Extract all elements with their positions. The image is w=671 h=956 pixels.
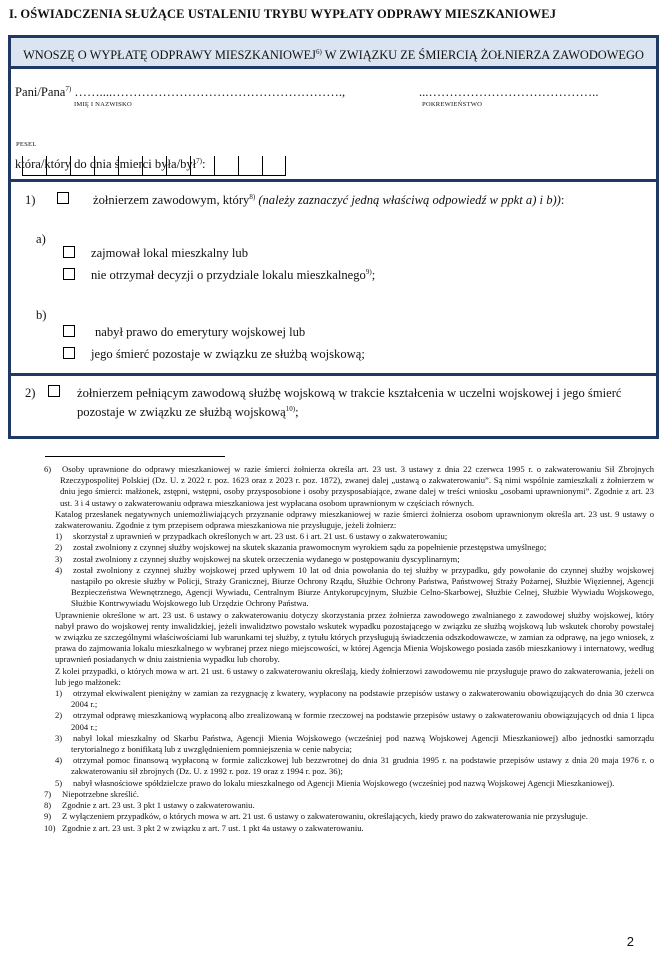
option-2-number: 2) [25,386,36,400]
ktora-ktory-line: która/który do dnia śmierci była/był$^{7)}$: [15,157,206,172]
option-b2-checkbox[interactable] [63,347,75,359]
list-1 [44,531,654,609]
option-b1-checkbox[interactable] [63,325,75,337]
option-b1-text: nabył prawo do emerytury wojskowej lub [95,325,306,339]
name-line[interactable]: Pani/Pana$^{7)}$ ……....………………………………………………., [15,85,346,100]
footnote-9: 9) Z wyłączeniem przypadków, o których mowa w art. 21 ust. 6 ustawy o zakwaterowaniu, określających, kiedy prawo do zakwaterowania nie przysługuje. [44,811,588,822]
option-2-text-line2: pozostaje w związku ze służbą wojskową$^{10)}$; [77,405,299,420]
option-a2-text: nie otrzymał decyzji o przydziale lokalu mieszkalnego$^{9)}$; [91,268,376,283]
subpoint-b-label: b) [36,308,47,322]
option-a1-checkbox[interactable] [63,246,75,258]
name-field-label: IMIĘ I NAZWISKO [74,101,132,108]
footnote-8: 8) Zgodnie z art. 23 ust. 3 pkt 1 ustawy o zakwaterowaniu. [44,800,255,811]
footnote-10: 10) Zgodnie z art. 23 ust. 3 pkt 2 w związku z art. 7 ust. 1 pkt 4a ustawy o zakwaterowaniu. [44,822,364,833]
option-a2-checkbox[interactable] [63,268,75,280]
list-item: 1) otrzymał ekwiwalent pieniężny w zamian za rezygnację z kwatery, wypłacony na podstawie przepisów ustawy o zakwaterowaniu obowiązujących do dnia 30 czerwca 2004 r.; [55,688,654,710]
list-item: 4) otrzymał pomoc finansową wypłaconą w formie zaliczkowej lub bezzwrotnej do dnia 31 grudnia 1995 r. na podstawie przepisów ustawy z dnia 20 maja 1976 r. o zakwaterowaniu sił zbrojnych (Dz. U. z 1992 r. poz. 19 oraz z 1994 r. poz. 36); [55,755,654,777]
section-divider [11,373,656,376]
option-1-text: żołnierzem zawodowym, który$^{8)}$ (należy zaznaczyć jedną właściwą odpowiedź w ppkt a) i b)): [93,193,565,208]
subpoint-a-label: a) [36,232,46,246]
option-1-number: 1) [25,193,36,207]
option-a1-text: zajmował lokal mieszkalny lub [91,246,249,260]
option-1-checkbox[interactable] [57,192,69,204]
list-item: 4) został zwolniony z czynnej służby wojskowej przed upływem 10 lat od dnia powołania do tej służby w przypadku, gdy powołanie do czynnej służby wojskowej nastąpiło po okresie służby w Policji, Straży Granicznej, Biurze Ochrony Rządu, Służbie Ochrony Państwa, Państwowej Straży Pożarnej, Służbie Więziennej, Agencji Bezpieczeństwa Wewnętrznego, Agencji Wywiadu, Centralnym Biurze Antykorupcyjnym, Służbie Celno-Skarbowej, Służbie Celnej, Służbie Wywiadu Wojskowego, Służbie Kontrwywiadu Wojskowego lub Urzędzie Ochrony Państwa. [55,564,654,609]
footnote-7: 7) Niepotrzebne skreślić. [44,788,139,799]
footnote-6: 6) Osoby uprawnione do odprawy mieszkaniowej w razie śmierci żołnierza określa art. 23 ust. 3 ustawy z dnia 22 czerwca 1995 r. o zakwaterowaniu Sił Zbrojnych Rzeczypospolitej Polskiej (Dz. U. z 2022 r. poz. 1623 oraz z 2023 r. poz. 1872), zwanej dalej „ustawą o zakwaterowaniu”. Są nimi wspólnie zamieszkali z żołnierzem w dniu jego śmierci: małżonek, zstępni, wstępni, osoby przysposobione i osoby przysposabiające, zwane dalej w treści wniosku „osobami uprawnionymi”. Zgodnie z art. 23 ust. 3 i 4 ustawy o zakwaterowaniu odprawa mieszkaniowa jest wypłacana osobom uprawnionym w częściach równych. Katalog przesłanek negatywnych uniemożliwiających przyznanie odprawy mieszkaniowej w razie śmierci żołnierza osobom uprawnionym określa art. 23 ust. 9 ustawy o zakwaterowaniu. Zgodnie z tym przepisem odprawa mieszkaniowa nie przysługuje, jeżeli żołnierz: 1) skorzystał z uprawnień w przypadkach określonych w art. 23 ust. 6 i art. 21 ust. 6 ustawy o zakwaterowaniu; 2) został zwolniony z czynnej służby wojskowej na skutek skazania prawomocnym wyrokiem sądu za popełnienie przestępstwa umyślnego; 3) został zwolniony z czynnej służby wojskowej na skutek orzeczenia wydanego w postępowaniu dyscyplinarnym; 4) został zwolniony z czynnej służby wojskowej przed upływem 10 lat od dnia powołania do tej służby w przypadku, gdy powołanie do czynnej służby wojskowej nastąpiło po okresie służby w Policji, Straży Granicznej, Biurze Ochrony Rządu, Służbie Ochrony Państwa, Państwowej Straży Pożarnej, Służbie Więziennej, Agencji Bezpieczeństwa Wewnętrznego, Agencji Wywiadu, Centralnym Biurze Antykorupcyjnym, Służbie Celno-Skarbowej, Służbie Celnej, Służbie Wywiadu Wojskowego, Służbie Kontrwywiadu Wojskowego lub Urzędzie Ochrony Państwa. Uprawnienie określone w art. 23 ust. 6 ustawy o zakwaterowaniu dotyczy skorzystania przez żołnierza zawodowego zwalnianego z zawodowej służby wojskowej, który nabył prawo do wojskowej renty inwalidzkiej, jeżeli inwalidztwo powstało wskutek wypadku pozostającego w związku ze służbą wojskową lub wskutek choroby powstałej w związku ze szczególnymi właściwościami lub warunkami tej służby, z tytułu których przysługują świadczenia odszkodowawcze, w zamian za odprawę, na jego wniosek, z prawa do zajmowania lokalu mieszkalnego w wybranej przez niego miejscowości, w której Agencja Mienia Wojskowego posiada zasób mieszkaniowy i internatowy, według uprawnień posiadanych w dniu zaistnienia wypadku lub choroby. Z kolei przypadki, o których mowa w art. 21 ust. 6 ustawy o zakwaterowaniu określają, kiedy żołnierzowi zawodowemu nie przysługuje prawo do zakwaterowania, jeżeli on lub jego małżonek: 1) otrzymał ekwiwalent pieniężny w zamian za rezygnację z kwatery, wypłacony na podstawie przepisów ustawy o zakwaterowaniu obowiązujących do dnia 30 czerwca 2004 r.; 2) otrzymał odprawę mieszkaniową wypłaconą albo zrealizowaną w formie rzeczowej na podstawie przepisów ustawy o zakwaterowaniu obowiązujących od dnia 1 lipca 2004 r.; 3) nabył lokal mieszkalny od Skarbu Państwa, Agencji Mienia Wojskowego (wcześniej pod nazwą Wojskowej Agencji Mieszkaniowej) albo jednostki samorządu terytorialnego z bonifikatą lub z uwzględnieniem pomniejszenia w cenie nabycia; 4) otrzymał pomoc finansową wypłaconą w formie zaliczkowej lub bezzwrotnej do dnia 31 grudnia 1995 r. na podstawie przepisów ustawy z dnia 20 maja 1976 r. o zakwaterowaniu sił zbrojnych (Dz. U. z 1992 r. poz. 19 oraz z 1994 r. poz. 36); 5) nabył własnościowe spółdzielcze prawo do lokalu mieszkalnego od Agencji Mienia Wojskowego (wcześniej pod nazwą Wojskowej Agencji Mieszkaniowej). 7) Niepotrzebne skreślić. 8) Zgodnie z art. 23 ust. 3 pkt 1 ustawy o zakwaterowaniu. 9) Z wyłączeniem przypadków, o których mowa w art. 21 ust. 6 ustawy o zakwaterowaniu, określających, kiedy prawo do zakwaterowania nie przysługuje. 10) Zgodnie z art. 23 ust. 3 pkt 2 w związku z art. 7 ust. 1 pkt 4a ustawy o zakwaterowaniu. [44,464,654,833]
list-item: 2) otrzymał odprawę mieszkaniową wypłaconą albo zrealizowaną w formie rzeczowej na podstawie przepisów ustawy o zakwaterowaniu obowiązujących od dnia 1 lipca 2004 r.; [55,710,654,732]
list-item: 3) został zwolniony z czynnej służby wojskowej na skutek orzeczenia wydanego w postępowaniu dyscyplinarnym; [55,553,460,564]
section-divider [11,179,656,182]
form-header: WNOSZĘ O WYPŁATĘ ODPRAWY MIESZKANIOWEJ$^{6)}$ W ZWIĄZKU ZE ŚMIERCIĄ ŻOŁNIERZA ZAWODOWEGO [11,38,656,69]
pesel-label: PESEL [16,141,37,148]
list-2 [44,688,654,789]
list-item: 2) został zwolniony z czynnej służby wojskowej na skutek skazania prawomocnym wyrokiem sądu za popełnienie przestępstwa umyślnego; [55,542,547,553]
section-title: I. OŚWIADCZENIA SŁUŻĄCE USTALENIU TRYBU WYPŁATY ODPRAWY MIESZKANIOWEJ [9,7,557,21]
relation-field[interactable]: ...………………………………….. [419,85,599,99]
option-2-text-line1: żołnierzem pełniącym zawodową służbę wojskową w trakcie kształcenia w uczelni wojskowej i jego śmierć [77,386,622,400]
option-2-checkbox[interactable] [48,385,60,397]
list-item: 1) skorzystał z uprawnień w przypadkach określonych w art. 23 ust. 6 i art. 21 ust. 6 ustawy o zakwaterowaniu; [55,531,448,542]
list-item: 3) nabył lokal mieszkalny od Skarbu Państwa, Agencji Mienia Wojskowego (wcześniej pod nazwą Wojskowej Agencji Mieszkaniowej) albo jednostki samorządu terytorialnego z bonifikatą lub z uwzględnieniem pomniejszenia w cenie nabycia; [55,732,654,755]
footnote-separator [45,456,225,457]
list-item: 5) nabył własnościowe spółdzielcze prawo do lokalu mieszkalnego od Agencji Mienia Wojskowego (wcześniej pod nazwą Wojskowej Agencji Mieszkaniowej). [55,777,615,788]
page-number: 2 [626,934,634,949]
relation-field-label: POKREWIEŃSTWO [422,101,483,108]
application-form [8,35,659,439]
option-b2-text: jego śmierć pozostaje w związku ze służbą wojskową; [91,347,365,361]
